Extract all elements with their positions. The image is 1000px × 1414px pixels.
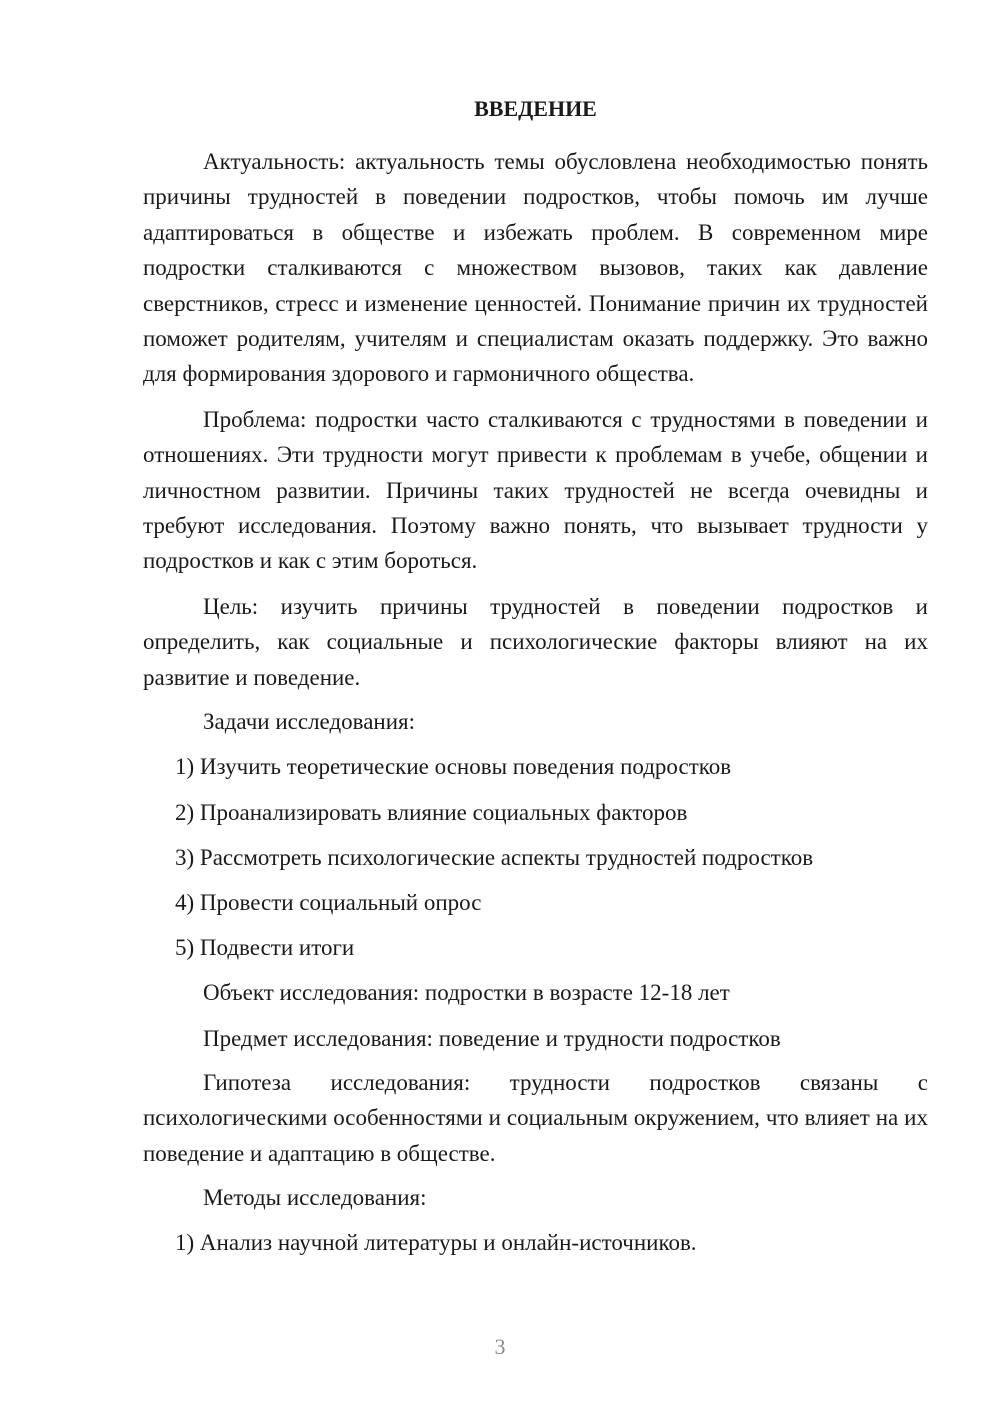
task-item: 4) Провести социальный опрос [175, 889, 482, 915]
goal-paragraph: Цель: изучить причины трудностей в поведении подростков и определить, как социальные и психологические факторы влияют на их развитие и поведение. [143, 593, 928, 690]
hypothesis-paragraph: Гипотеза исследования: трудности подростков связаны с психологическими особенностями и социальным окружением, что влияет на их поведение и адаптацию в обществе. [143, 1069, 928, 1166]
task-item: 5) Подвести итоги [175, 935, 355, 961]
methods-heading: Методы исследования: [203, 1184, 427, 1210]
tasks-heading: Задачи исследования: [203, 709, 416, 735]
subject-line: Предмет исследования: поведение и трудности подростков [203, 1025, 781, 1051]
relevance-paragraph: Актуальность: актуальность темы обусловлена необходимостью понять причины трудностей в поведении подростков, чтобы помочь им лучше адаптироваться в обществе и избежать проблем. В современном мире подростки сталкиваются с множеством вызовов, таких как давление сверстников, стресс и изменение ценностей. Понимание причин их трудностей поможет родителям, учителям и специалистам оказать поддержку. Это важно для формирования здорового и гармоничного общества. [143, 149, 928, 387]
problem-paragraph: Проблема: подростки часто сталкиваются с трудностями в поведении и отношениях. Эти трудности могут привести к проблемам в учебе, общении и личностном развитии. Причины таких трудностей не всегда очевидны и требуют исследования. Поэтому важно понять, что вызывает трудности у подростков и как с этим бороться. [143, 406, 928, 574]
task-item: 3) Рассмотреть психологические аспекты трудностей подростков [175, 844, 814, 870]
page-number: 3 [494, 1334, 506, 1359]
object-line: Объект исследования: подростки в возрасте 12-18 лет [203, 980, 730, 1006]
method-item: 1) Анализ научной литературы и онлайн-источников. [175, 1230, 697, 1256]
task-item: 1) Изучить теоретические основы поведения подростков [175, 754, 732, 780]
document-page [143, 92, 928, 1265]
task-item: 2) Проанализировать влияние социальных факторов [175, 799, 688, 825]
page-title: ВВЕДЕНИЕ [474, 96, 597, 121]
